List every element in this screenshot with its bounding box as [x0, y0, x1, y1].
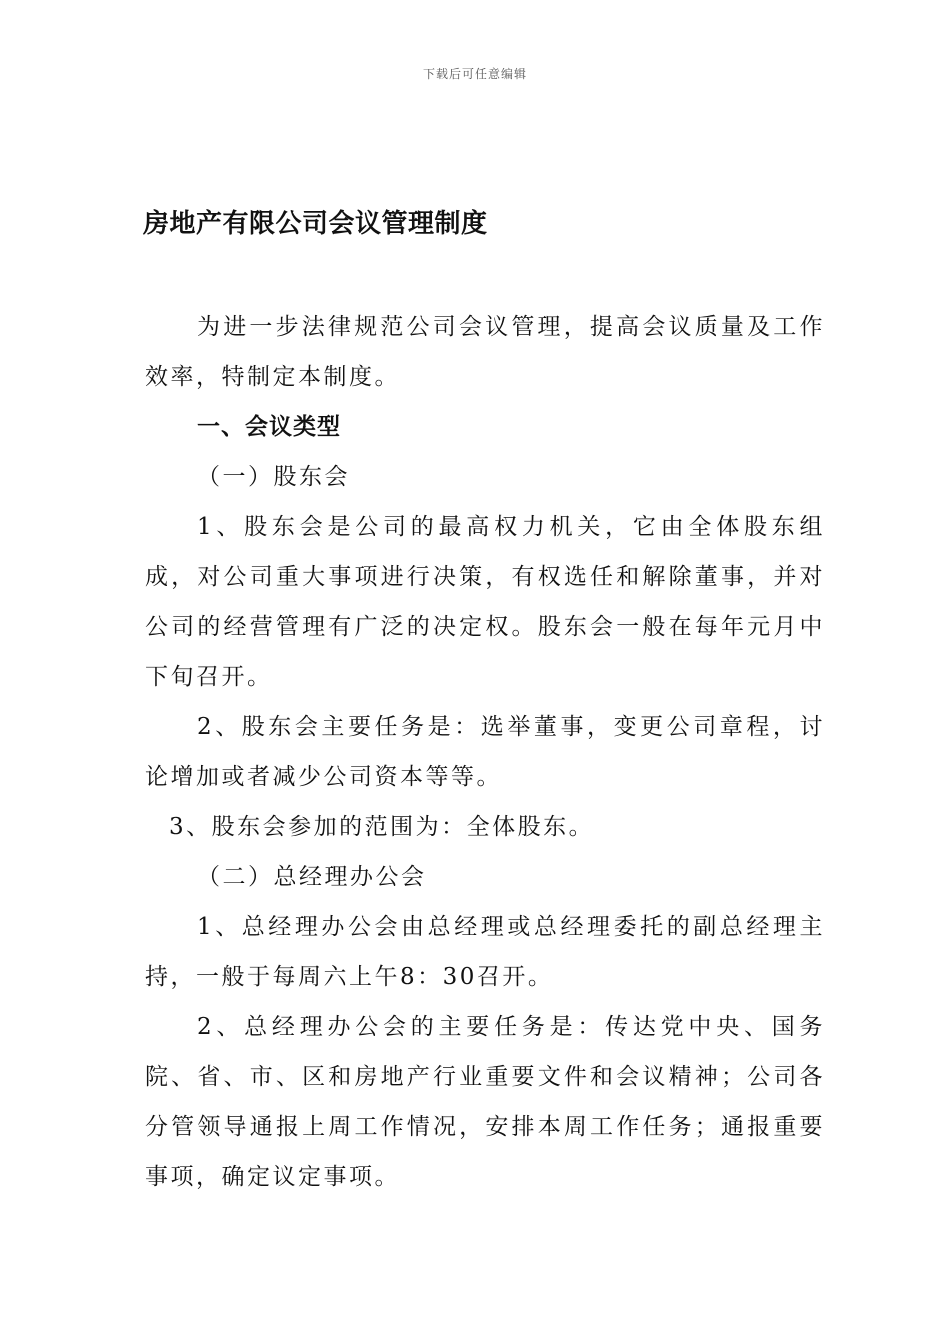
- paragraph-shareholders-2: 2、股东会主要任务是：选举董事，变更公司章程，讨论增加或者减少公司资本等等。: [145, 714, 825, 790]
- paragraph-gm-2: 2、总经理办公会的主要任务是：传达党中央、国务院、省、市、区和房地产行业重要文件和会议精神；公司各分管领导通报上周工作情况，安排本周工作任务；通报重要事项，确定议定事项。: [145, 1014, 825, 1190]
- document-body: [145, 302, 825, 1202]
- intro-paragraph: 为进一步法律规范公司会议管理，提高会议质量及工作效率，特制定本制度。: [145, 314, 825, 390]
- subsection-heading-gm-office-meeting: （二）总经理办公会: [197, 864, 427, 890]
- subsection-heading-shareholders-meeting: （一）股东会: [197, 464, 350, 490]
- paragraph-shareholders-1: 1、股东会是公司的最高权力机关，它由全体股东组成，对公司重大事项进行决策，有权选任和解除董事，并对公司的经营管理有广泛的决定权。股东会一般在每年元月中下旬召开。: [145, 514, 825, 690]
- paragraph-shareholders-3: 3、股东会参加的范围为：全体股东。: [169, 814, 595, 840]
- paragraph-gm-1: 1、总经理办公会由总经理或总经理委托的副总经理主持，一般于每周六上午8：30召开。: [145, 914, 825, 990]
- section-heading-meeting-types: 一、会议类型: [197, 413, 341, 440]
- document-title: 房地产有限公司会议管理制度: [143, 209, 488, 239]
- page-header: 下载后可任意编辑: [422, 67, 527, 81]
